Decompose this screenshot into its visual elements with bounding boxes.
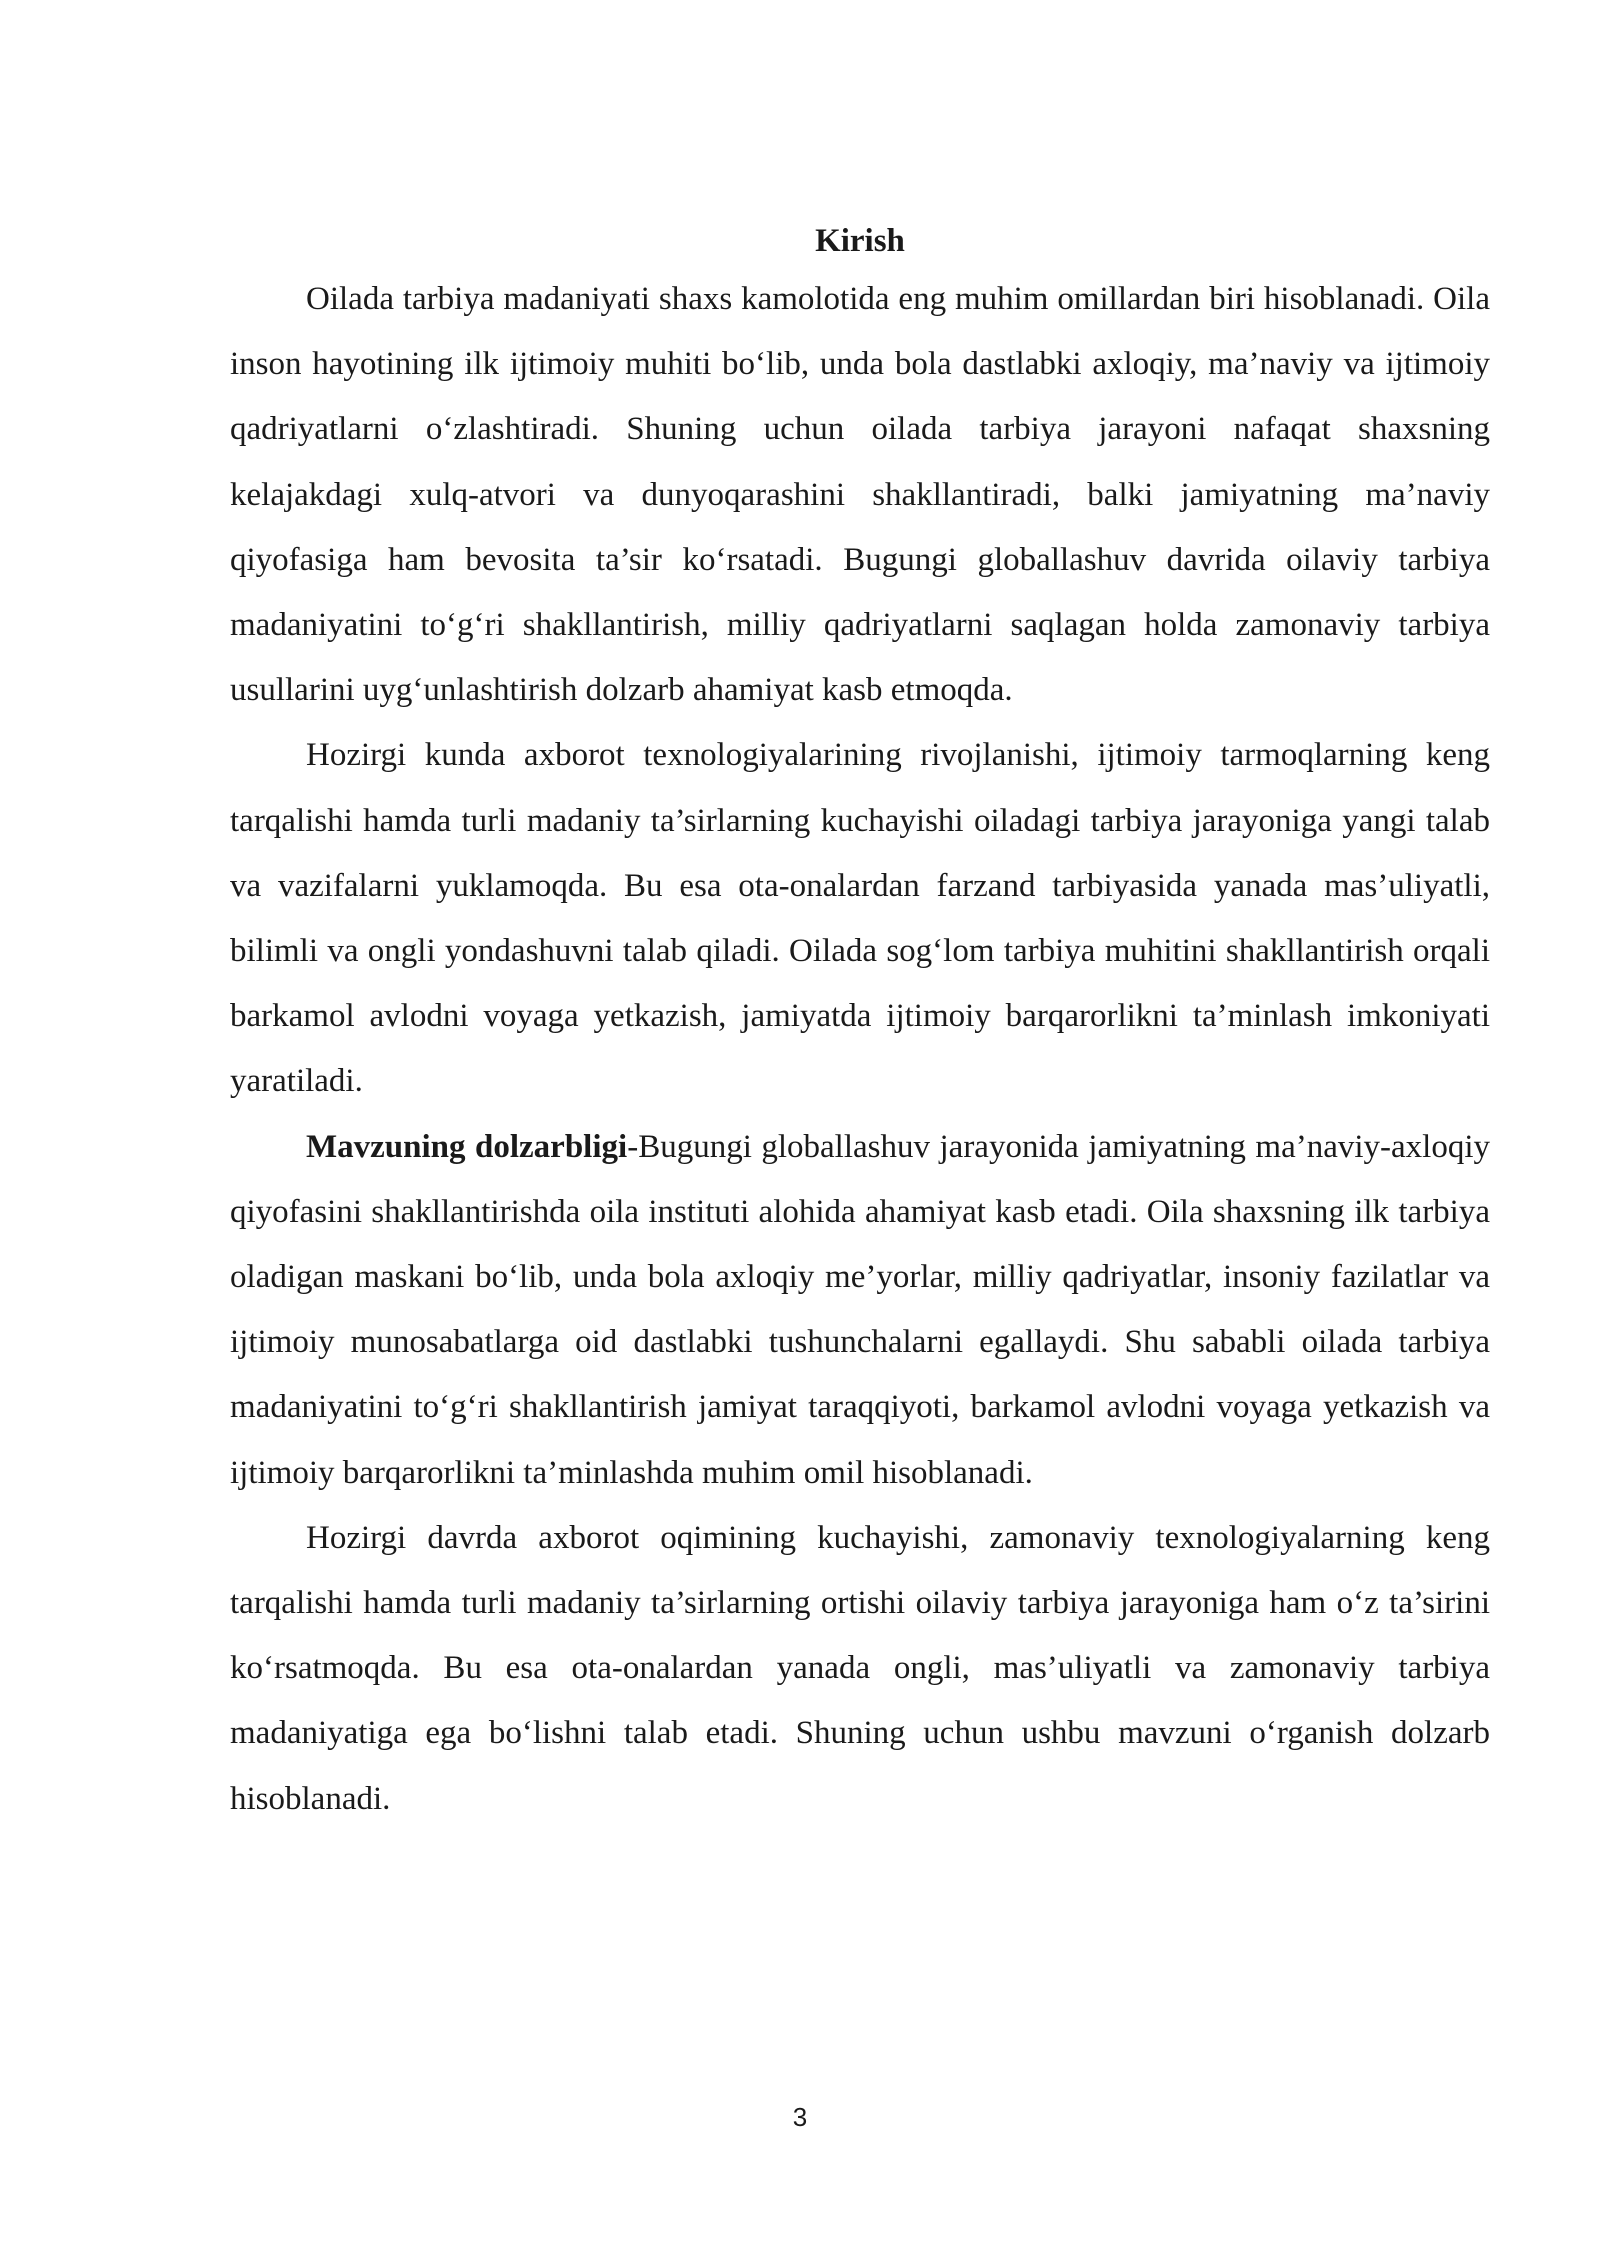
paragraph-text: Hozirgi kunda axborot texnologiyalarining rivojlanishi, ijtimoiy tarmoqlarning keng tarqalishi hamda turli madaniy ta’sirlarning kuchayishi oiladagi tarbiya jarayoniga yangi talab va vazifalarni yuklamoqda. Bu esa ota-onalardan farzand tarbiyasida yanada mas’uliyatli, bilimli va ongli yondashuvni talab qiladi. Oilada sog‘lom tarbiya muhitini shakllantirish orqali barkamol avlodni voyaga yetkazish, jamiyatda ijtimoiy barqarorlikni ta’minlash imkoniyati yaratiladi. xyxy=(230,737,1490,1100)
paragraph-conclusion xyxy=(230,1506,1490,1832)
paragraph-context xyxy=(230,723,1490,1114)
page-content xyxy=(230,215,1490,1832)
paragraph-lead: Mavzuning dolzarbligi xyxy=(306,1128,628,1165)
paragraph-text: -Bugungi globallashuv jarayonida jamiyatning ma’naviy-axloqiy qiyofasini shakllantirishda oila instituti alohida ahamiyat kasb etadi. Oila shaxsning ilk tarbiya oladigan maskani bo‘lib, unda bola axloqiy me’yorlar, milliy qadriyatlar, insoniy fazilatlar va ijtimoiy munosabatlarga oid dastlabki tushunchalarni egallaydi. Shu sababli oilada tarbiya madaniyatini to‘g‘ri shakllantirish jamiyat taraqqiyoti, barkamol avlodni voyaga yetkazish va ijtimoiy barqarorlikni ta’minlashda muhim omil hisoblanadi. xyxy=(230,1128,1490,1491)
paragraph-intro xyxy=(230,267,1490,723)
paragraph-text: Hozirgi davrda axborot oqimining kuchayishi, zamonaviy texnologiyalarning keng tarqalishi hamda turli madaniy ta’sirlarning ortishi oilaviy tarbiya jarayoniga ham o‘z ta’sirini ko‘rsatmoqda. Bu esa ota-onalardan yanada ongli, mas’uliyatli va zamonaviy tarbiya madaniyatiga ega bo‘lishni talab etadi. Shuning uchun ushbu mavzuni o‘rganish dolzarb hisoblanadi. xyxy=(230,1519,1490,1817)
page-number: 3 xyxy=(792,2102,808,2132)
section-heading: Kirish xyxy=(815,223,905,259)
paragraph-relevance xyxy=(230,1115,1490,1506)
paragraph-text: Oilada tarbiya madaniyati shaxs kamolotida eng muhim omillardan biri hisoblanadi. Oila inson hayotining ilk ijtimoiy muhiti bo‘lib, unda bola dastlabki axloqiy, ma’naviy va ijtimoiy qadriyatlarni o‘zlashtiradi. Shuning uchun oilada tarbiya jarayoni nafaqat shaxsning kelajakdagi xulq-atvori va dunyoqarashini shakllantiradi, balki jamiyatning ma’naviy qiyofasiga ham bevosita ta’sir ko‘rsatadi. Bugungi globallashuv davrida oilaviy tarbiya madaniyatini to‘g‘ri shakllantirish, milliy qadriyatlarni saqlagan holda zamonaviy tarbiya usullarini uyg‘unlashtirish dolzarb ahamiyat kasb etmoqda. xyxy=(230,281,1490,709)
